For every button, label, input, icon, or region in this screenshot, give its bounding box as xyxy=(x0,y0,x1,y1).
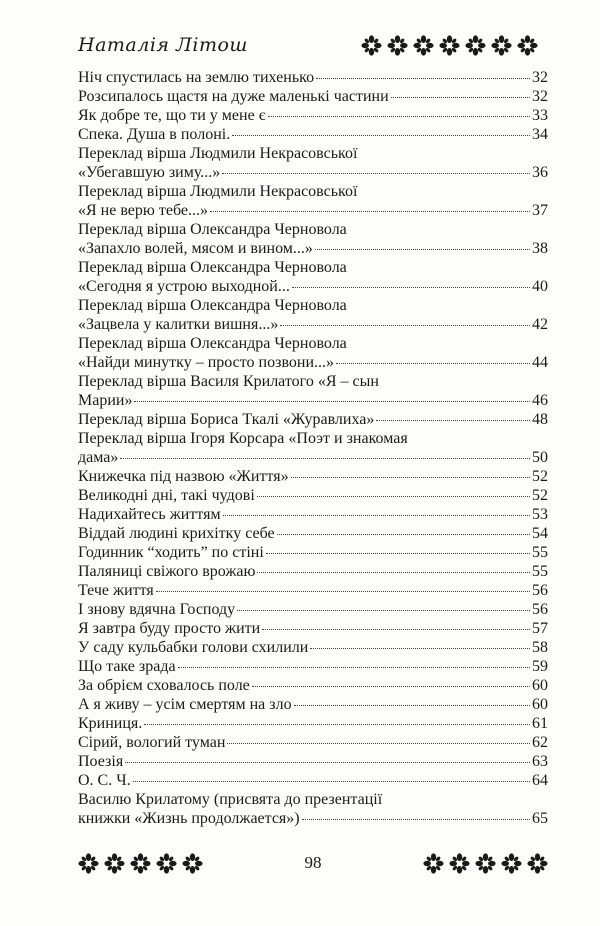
toc-entry xyxy=(78,733,548,752)
toc-entry-page: 48 xyxy=(532,411,548,428)
toc-entry-page: 37 xyxy=(532,202,548,219)
toc-entry-line xyxy=(78,676,548,695)
toc-entry-page: 44 xyxy=(532,354,548,371)
dot-leader xyxy=(315,249,530,250)
floral-ornament-icon xyxy=(156,853,177,874)
toc-entry-line xyxy=(78,391,548,410)
toc-entry-title: Ніч спустилась на землю тихенько xyxy=(78,69,315,86)
toc-entry xyxy=(78,505,548,524)
toc-entry-page: 60 xyxy=(532,677,548,694)
dot-leader xyxy=(223,515,530,516)
toc-entry-page: 42 xyxy=(532,316,548,333)
toc-entry xyxy=(78,543,548,562)
toc-entry-title: Великодні дні, такі чудові xyxy=(78,487,255,504)
floral-ornament-icon xyxy=(104,853,125,874)
floral-ornament-icon xyxy=(130,853,151,874)
dot-leader xyxy=(144,724,530,725)
toc-entry-title: Поезія xyxy=(78,753,124,770)
dot-leader xyxy=(268,116,530,117)
toc-entry xyxy=(78,714,548,733)
toc-entry-title: «Я не верю тебе...» xyxy=(78,202,208,219)
dot-leader xyxy=(310,648,530,649)
toc-entry-line xyxy=(78,448,548,467)
dot-leader xyxy=(376,420,530,421)
toc-entry-page: 60 xyxy=(532,696,548,713)
toc-entry-line xyxy=(78,505,548,524)
footer-ornament-left xyxy=(78,853,203,874)
toc-entry-title: Як добре те, що ти у мене є xyxy=(78,107,266,124)
toc-entry-title: Переклад вірша Бориса Ткалі «Журавлиха» xyxy=(78,411,375,428)
toc-entry xyxy=(78,695,548,714)
toc-entry xyxy=(78,619,548,638)
toc-entry xyxy=(78,68,548,87)
floral-ornament-icon xyxy=(361,35,382,56)
toc-entry-line xyxy=(78,467,548,486)
toc-entry-title: За обрієм сховалось поле xyxy=(78,677,250,694)
toc-entry-page: 53 xyxy=(532,506,548,523)
toc-entry-page: 63 xyxy=(532,753,548,770)
toc-entry-title: О. С. Ч. xyxy=(78,772,131,789)
toc-entry-title: Що таке зрада xyxy=(78,658,176,675)
floral-ornament-icon xyxy=(501,853,522,874)
toc-entry xyxy=(78,296,548,334)
toc-entry xyxy=(78,429,548,467)
toc-entry-title-line: Переклад вірша Олександра Черновола xyxy=(78,297,347,314)
toc-entry-title: Паляниці свіжого врожаю xyxy=(78,563,256,580)
dot-leader xyxy=(292,287,530,288)
toc-entry-title: А я живу – усім смертям на зло xyxy=(78,696,292,713)
toc-entry xyxy=(78,771,548,790)
floral-ornament-icon xyxy=(465,35,486,56)
dot-leader xyxy=(257,496,530,497)
dot-leader xyxy=(336,363,530,364)
toc-entry-page: 56 xyxy=(532,601,548,618)
header-ornament-row xyxy=(361,35,538,56)
toc-entry-line xyxy=(78,543,548,562)
toc-entry xyxy=(78,410,548,429)
toc-entry-line xyxy=(78,600,548,619)
toc-entry-line xyxy=(78,695,548,714)
toc-entry xyxy=(78,562,548,581)
dot-leader xyxy=(227,743,530,744)
toc-entry-page: 52 xyxy=(532,487,548,504)
toc-entry xyxy=(78,676,548,695)
toc-entry-title: Сірий, вологий туман xyxy=(78,734,226,751)
floral-ornament-icon xyxy=(387,35,408,56)
toc-entry-line xyxy=(78,410,548,429)
toc-entry-line xyxy=(78,657,548,676)
toc-entry-line xyxy=(78,809,548,828)
toc-entry xyxy=(78,638,548,657)
dot-leader xyxy=(134,401,530,402)
dot-leader xyxy=(156,591,530,592)
dot-leader xyxy=(316,78,530,79)
toc-entry-title-line: Переклад вірша Олександра Черновола xyxy=(78,335,347,352)
dot-leader xyxy=(178,667,530,668)
toc-entry-line xyxy=(78,733,548,752)
toc-entry-page: 54 xyxy=(532,525,548,542)
dot-leader xyxy=(252,686,530,687)
toc-entry-page: 52 xyxy=(532,468,548,485)
toc-entry-title-line: Переклад вірша Ігоря Корсара «Поэт и знакомая xyxy=(78,430,408,447)
toc-entry-title-line: Переклад вірша Людмили Некрасовської xyxy=(78,145,358,162)
toc-entry-page: 58 xyxy=(532,639,548,656)
toc-entry-title: Спека. Душа в полоні. xyxy=(78,126,231,143)
toc-entry-line xyxy=(78,638,548,657)
floral-ornament-icon xyxy=(475,853,496,874)
floral-ornament-icon xyxy=(78,853,99,874)
toc-entry-line xyxy=(78,315,548,334)
toc-entry-title-line: Василю Крилатому (присвята до презентації xyxy=(78,791,383,808)
toc-entry-line xyxy=(78,771,548,790)
dot-leader xyxy=(277,534,530,535)
toc-entry xyxy=(78,600,548,619)
dot-leader xyxy=(133,781,530,782)
toc-entry-line xyxy=(78,581,548,600)
toc-entry-line xyxy=(78,106,548,125)
toc-entry-title: Я завтра буду просто жити xyxy=(78,620,261,637)
toc-entry-line xyxy=(78,619,548,638)
dot-leader xyxy=(210,211,530,212)
toc-entry-title: «Сегодня я устрою выходной... xyxy=(78,278,290,295)
toc-entry xyxy=(78,258,548,296)
toc-entry-title: Марии» xyxy=(78,392,133,409)
dot-leader xyxy=(125,762,530,763)
toc-entry xyxy=(78,467,548,486)
floral-ornament-icon xyxy=(182,853,203,874)
toc-entry-line xyxy=(78,125,548,144)
toc-entry-page: 50 xyxy=(532,449,548,466)
toc-entry-page: 55 xyxy=(532,563,548,580)
toc-entry-title: Книжечка під назвою «Життя» xyxy=(78,468,289,485)
toc-entry-title: «Найди минутку – просто позвони...» xyxy=(78,354,335,371)
toc-entry-page: 40 xyxy=(532,278,548,295)
toc-entry-line xyxy=(78,752,548,771)
toc-entry-title-line: Переклад вірша Людмили Некрасовської xyxy=(78,183,358,200)
toc-entry-title: «Зацвела у калитки вишня...» xyxy=(78,316,279,333)
toc-entry-line xyxy=(78,87,548,106)
floral-ornament-icon xyxy=(491,35,512,56)
dot-leader xyxy=(120,458,530,459)
toc-entry-page: 38 xyxy=(532,240,548,257)
toc-entry xyxy=(78,372,548,410)
toc-entry-line xyxy=(78,163,548,182)
toc-entry xyxy=(78,581,548,600)
toc-entry-page: 62 xyxy=(532,734,548,751)
toc-entry-title: Віддай людині крихітку себе xyxy=(78,525,275,542)
toc-entry-title: Розсипалось щастя на дуже маленькі частини xyxy=(78,88,389,105)
dot-leader xyxy=(280,325,530,326)
page-number: 98 xyxy=(304,853,322,872)
toc-entry-page: 56 xyxy=(532,582,548,599)
toc-entry-page: 34 xyxy=(532,126,548,143)
toc-entry-title: дама» xyxy=(78,449,119,466)
dot-leader xyxy=(237,610,530,611)
toc-entry xyxy=(78,524,548,543)
toc-entry-line xyxy=(78,524,548,543)
floral-ornament-icon xyxy=(527,853,548,874)
dot-leader xyxy=(294,705,530,706)
toc-entry-page: 55 xyxy=(532,544,548,561)
toc-entry-title: книжки «Жизнь продолжается») xyxy=(78,810,300,827)
toc-entry-line xyxy=(78,486,548,505)
dot-leader xyxy=(302,819,530,820)
dot-leader xyxy=(291,477,530,478)
dot-leader xyxy=(391,97,530,98)
floral-ornament-icon xyxy=(413,35,434,56)
toc-entry-title: «Запахло волей, мясом и вином...» xyxy=(78,240,313,257)
toc-entry-title: У саду кульбабки голови схилили xyxy=(78,639,309,656)
toc-entry-page: 46 xyxy=(532,392,548,409)
toc-entry-page: 57 xyxy=(532,620,548,637)
toc-entry-title: Тече життя xyxy=(78,582,154,599)
toc-entry-title: Годинник “ходить” по стіні xyxy=(78,544,264,561)
toc-entry-line xyxy=(78,201,548,220)
toc-entry-title-line: Переклад вірша Олександра Черновола xyxy=(78,259,347,276)
toc-entry xyxy=(78,220,548,258)
running-header xyxy=(78,30,538,60)
toc-entry-line xyxy=(78,353,548,372)
floral-ornament-icon xyxy=(439,35,460,56)
dot-leader xyxy=(266,553,530,554)
toc-entry-title: І знову вдячна Господу xyxy=(78,601,236,618)
toc-entry-page: 65 xyxy=(532,810,548,827)
toc-entry-line xyxy=(78,68,548,87)
dot-leader xyxy=(262,629,530,630)
toc-entry-page: 32 xyxy=(532,69,548,86)
toc-entry-page: 61 xyxy=(532,715,548,732)
toc-entry-page: 64 xyxy=(532,772,548,789)
toc-entry-page: 32 xyxy=(532,88,548,105)
dot-leader xyxy=(232,135,530,136)
toc-entry xyxy=(78,125,548,144)
page-footer xyxy=(78,850,548,876)
toc-entry-page: 36 xyxy=(532,164,548,181)
toc-entry xyxy=(78,87,548,106)
toc-entry xyxy=(78,334,548,372)
floral-ornament-icon xyxy=(449,853,470,874)
toc-entry-title: Криниця. xyxy=(78,715,143,732)
floral-ornament-icon xyxy=(423,853,444,874)
toc-entry xyxy=(78,144,548,182)
table-of-contents xyxy=(78,68,548,828)
toc-entry-line xyxy=(78,239,548,258)
toc-entry-line xyxy=(78,714,548,733)
toc-entry xyxy=(78,182,548,220)
toc-entry xyxy=(78,486,548,505)
floral-ornament-icon xyxy=(517,35,538,56)
footer-ornament-right xyxy=(423,853,548,874)
toc-entry-page: 59 xyxy=(532,658,548,675)
toc-entry-line xyxy=(78,277,548,296)
dot-leader xyxy=(222,173,530,174)
toc-entry-title-line: Переклад вірша Василя Крилатого «Я – сын xyxy=(78,373,379,390)
toc-entry xyxy=(78,752,548,771)
toc-entry xyxy=(78,106,548,125)
toc-entry xyxy=(78,790,548,828)
dot-leader xyxy=(257,572,530,573)
toc-entry-line xyxy=(78,562,548,581)
toc-entry xyxy=(78,657,548,676)
toc-entry-page: 33 xyxy=(532,107,548,124)
toc-entry-title-line: Переклад вірша Олександра Черновола xyxy=(78,221,347,238)
toc-entry-title: «Убегавшую зиму...» xyxy=(78,164,221,181)
author-name: Наталія Літош xyxy=(78,34,248,56)
toc-entry-title: Надихайтесь життям xyxy=(78,506,221,523)
